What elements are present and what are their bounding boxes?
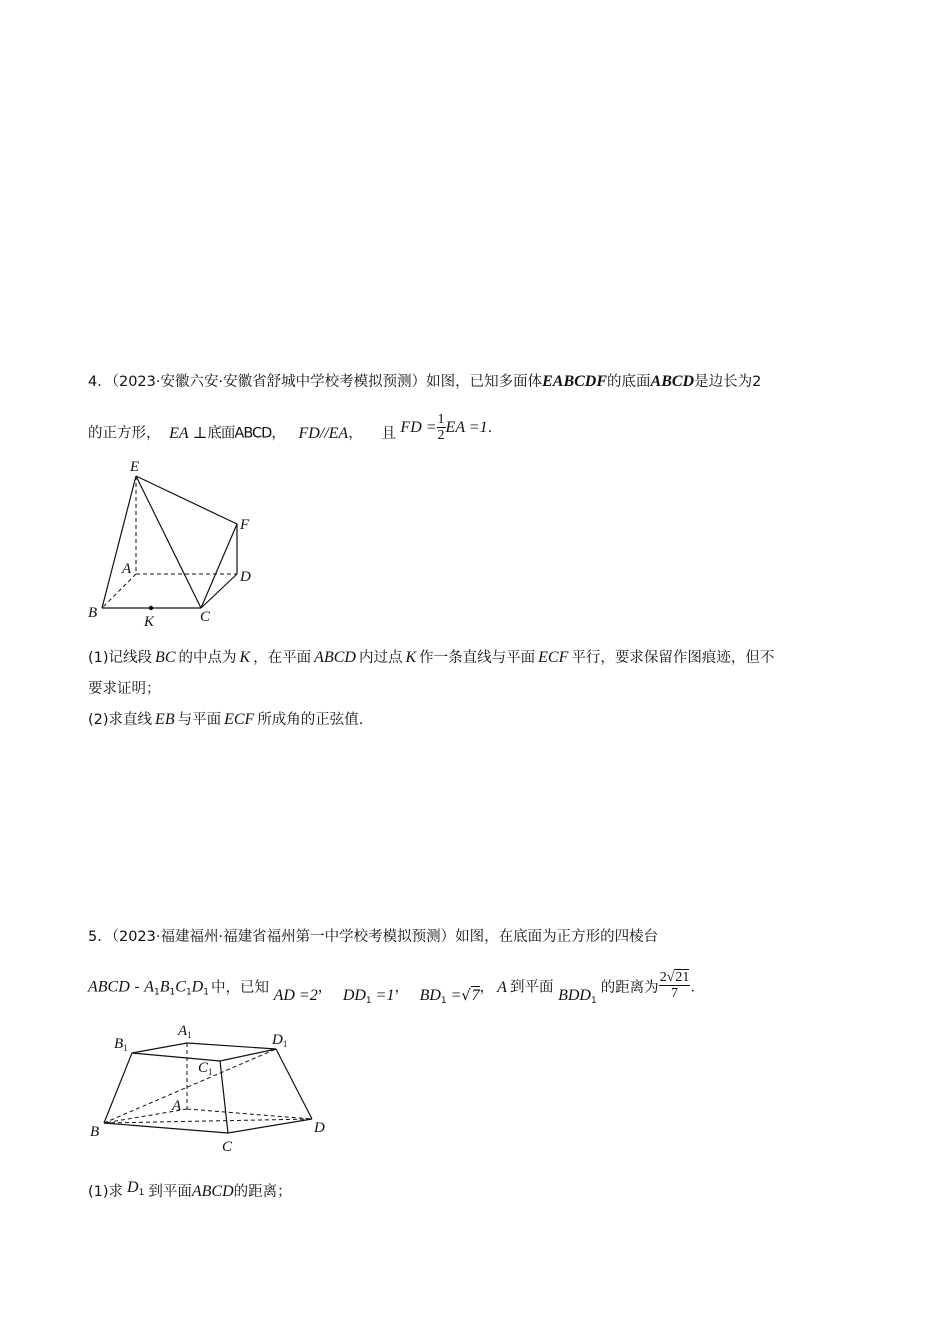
q5-stem-text-d: 到平面 [509,979,554,996]
q4-part1-line2 [88,679,161,699]
q5-frustum-figure [80,1015,340,1160]
q5-dist-num-radicand: 21 [675,970,690,985]
q4-sep2: ， [348,425,363,442]
q5-end: . [690,979,695,996]
q5-source: （2023·福建福州·福建省福州第一中学校考模拟预测） [111,929,456,945]
q4-part2-text-a: (2)求直线 [88,712,153,728]
q4-stem-line2 [88,412,493,449]
q5-sqrt-val: 7 [471,986,480,1004]
q5-sub: 1 [365,995,372,1006]
label-A1-sub: 1 [187,1030,192,1040]
q5-distance-fraction [659,970,691,1001]
q4-cond1-text: 底面ABCD [207,425,272,442]
edge-AB-hidden [102,574,136,608]
q5-dd: DD [342,986,366,1004]
q4-cond3-prefix: 且 [381,425,396,442]
q5-part1-line [88,1179,292,1207]
q4-part1-text-e: 作一条直线与平面 [419,650,536,666]
label-A1 [177,1023,192,1040]
q4-stem-line1 [88,372,761,392]
edge-B1B [104,1053,132,1123]
label-A1-letter: A [178,1023,188,1039]
q4-part1-line1 [88,648,774,668]
edge-DC [201,574,237,608]
q4-base-name: ABCD [650,373,695,390]
q5-point-a: A [497,978,507,996]
q4-part2-text-c: 所成角的正弦值. [257,712,364,728]
top-B1A1 [132,1043,187,1053]
q4-stem-text-c: 是边长为 [694,374,753,390]
q5-dd-val: =1 [371,986,395,1004]
q4-part2-line [88,710,363,730]
label-A: A [172,1098,182,1114]
label-D1 [271,1032,287,1049]
edge-EF [136,476,237,524]
q5-stem-text-c: ， [479,979,495,996]
label-A: A [122,561,132,577]
label-D1-letter: D [272,1032,283,1048]
label-B1 [114,1036,128,1053]
edge-EB [102,476,136,608]
label-C: C [222,1139,233,1155]
q4-number: 4． [88,374,112,390]
q5-part1-text-c: 的距离； [233,1184,292,1200]
q4-part2-line-name: EB [155,711,175,728]
point-K [149,606,153,610]
bottom-BC [104,1123,228,1133]
edge-FC [201,524,237,608]
q5-bd-eq: = [446,986,462,1004]
edge-EC [136,476,201,608]
q4-part1-plane: ABCD [314,649,356,666]
q5-stem-text-a: 如图，在底面为正方形的四棱台 [455,929,659,945]
q4-part1-text-b: 的中点为 [178,650,237,666]
q5-part1-text-b: 到平面 [148,1184,192,1200]
q4-sep1: ， [271,425,286,442]
q5-ad: AD =2 [273,986,318,1004]
q4-part2-text-b: 与平面 [177,712,222,728]
q5-dist-num-sqrt: √ [666,970,675,985]
label-C1-sub: 1 [208,1067,213,1077]
q4-end: . [487,419,493,436]
q5-dist-num [659,970,691,986]
label-D1-sub: 1 [282,1039,288,1049]
q5-stem-text-e: 的距离为 [600,979,659,996]
q5-plane: BDD [558,986,591,1004]
label-C1-letter: C [198,1060,209,1076]
q4-part1-text-c: ，在平面 [253,650,312,666]
q5-part1-sub: 1 [138,1188,145,1198]
q5-part1-text-a: (1)求 [88,1184,124,1200]
q4-solid-name: EABCDF [542,373,608,390]
q4-part1-text-f: 平行，要求保留作图痕迹，但不 [571,650,775,666]
q4-part1-seg: BC [155,649,176,666]
q4-half-fraction [437,412,446,443]
label-E: E [130,459,140,475]
label-B1-letter: B [114,1036,124,1052]
q4-part1-text-g: 要求证明； [88,681,161,697]
label-B1-sub: 1 [123,1043,128,1053]
label-D: D [240,569,251,585]
q5-frustum-d1: D [191,978,204,996]
q4-part1-point2: K [405,649,417,666]
q4-stem-text-d: 的正方形， [88,425,161,442]
q5-sub: 1 [203,987,209,998]
label-C1 [198,1060,213,1077]
q4-polyhedron-figure [80,450,280,635]
q4-part1-point: K [239,649,251,666]
q5-frustum-bottom: ABCD [88,978,130,996]
q4-part1-text-a: (1)记线段 [88,650,153,666]
label-B: B [88,605,98,621]
q4-cond3-lhs: FD = [400,418,437,436]
q5-sep: ， [317,979,333,996]
label-K: K [144,614,155,630]
label-B: B [90,1124,100,1140]
q4-source: （2023·安徽六安·安徽省舒城中学校考模拟预测） [111,374,427,390]
q5-stem-text-b: 中，已知 [210,979,269,996]
edge-D1D [276,1049,312,1119]
q4-cond2-math: FD//EA [298,424,349,442]
q5-sqrt-sign: √ [461,987,471,1004]
q5-sub: 1 [590,995,597,1006]
q4-cond3-rhs: EA =1 [445,418,488,436]
edge-C1C [220,1061,228,1133]
q5-part1-plane: ABCD [191,1183,234,1200]
q5-frustum-c1: C [175,978,186,996]
q5-frustum-dash: - [129,979,145,996]
label-D: D [314,1120,325,1136]
q5-sub: 1 [440,995,447,1006]
q4-part1-plane2: ECF [538,649,569,666]
bottom-CD [228,1119,312,1133]
hidden-BD [104,1119,312,1123]
q4-frac-den: 2 [437,428,445,443]
q4-stem-text-a: 如图，已知多面体 [426,374,543,390]
q4-part2-plane: ECF [224,711,255,728]
q5-sub: 1 [169,987,176,998]
label-F: F [240,517,250,533]
hidden-AD [187,1109,312,1119]
top-A1D1 [187,1043,276,1049]
q4-part1-text-d: 内过点 [358,650,403,666]
q5-frustum-b1: B [159,978,170,996]
q5-sub: 1 [154,987,160,998]
top-D1C1 [220,1049,276,1061]
q4-cond1-math: EA ⊥ [169,424,208,442]
q5-dist-num-coef: 2 [659,970,667,985]
q4-side-length: 2 [752,374,762,390]
label-C: C [200,609,211,625]
q5-dist-den: 7 [671,986,679,1001]
q5-part1-point: D [127,1179,139,1196]
q5-frustum-a1: A [144,978,155,996]
q5-sep: ， [394,979,409,996]
q5-stem-line2 [88,970,695,1006]
q5-number: 5． [88,929,112,945]
q5-bd: BD [419,986,441,1004]
q5-stem-line1 [88,927,658,947]
q4-frac-num: 1 [437,412,445,427]
q4-stem-text-b: 的底面 [607,374,651,390]
q5-sub: 1 [185,987,192,998]
